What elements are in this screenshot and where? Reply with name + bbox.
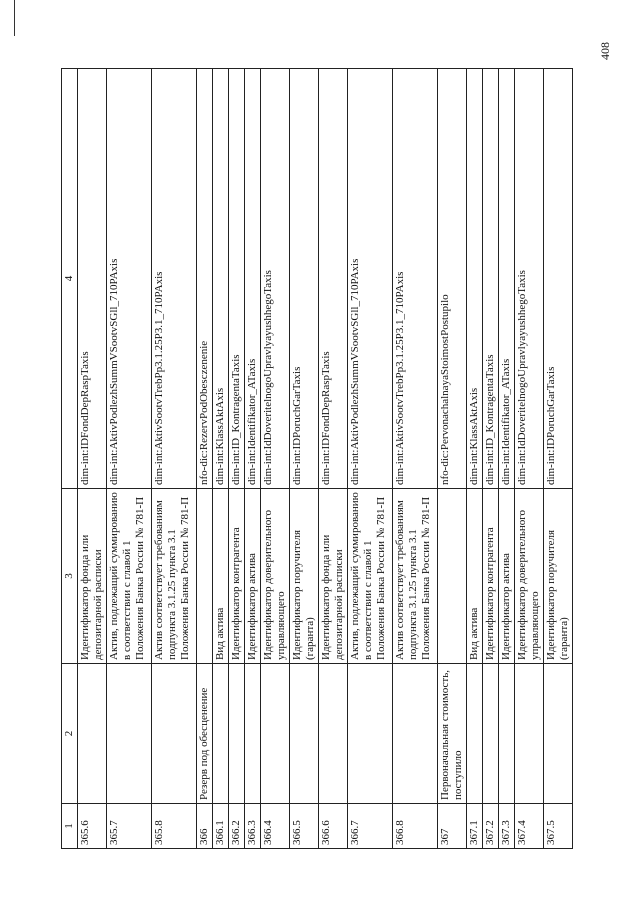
row-element: dim-int:Identifikator_ATaxis — [499, 69, 515, 489]
row-description: Актив соответствует требованиям подпункта 3.1.25 пункта 3.1 Положения Банка России № 781-П — [152, 489, 197, 664]
row-number: 366.1 — [213, 804, 229, 849]
row-description: Идентификатор фонда или депозитарной расписки — [319, 489, 348, 664]
row-number: 367.5 — [544, 804, 573, 849]
row-number: 367.1 — [467, 804, 483, 849]
header-col-1: 1 — [62, 804, 78, 849]
row-number: 367 — [438, 804, 467, 849]
row-description: Идентификатор контрагента — [229, 489, 245, 664]
row-description: Идентификатор актива — [499, 489, 515, 664]
row-name: Резерв под обесценение — [197, 664, 213, 804]
row-number: 366.8 — [393, 804, 438, 849]
row-element: dim-int:KlassAktAxis — [467, 69, 483, 489]
row-number: 365.7 — [107, 804, 152, 849]
row-element: dim-int:KlassAktAxis — [213, 69, 229, 489]
row-description: Актив, подлежащий суммированию в соответствии с главой 1 Положения Банка России № 781-П — [107, 489, 152, 664]
row-name — [152, 664, 197, 804]
row-name — [515, 664, 544, 804]
row-number: 366.2 — [229, 804, 245, 849]
row-element: dim-int:ID_KontragentaTaxis — [483, 69, 499, 489]
row-description: Вид актива — [467, 489, 483, 664]
row-name — [544, 664, 573, 804]
row-element: dim-int:IDFondDepRaspTaxis — [78, 69, 107, 489]
row-element: dim-int:IdDoveritelnogoUpravlyayushhegoTaxis — [515, 69, 544, 489]
table-row — [499, 69, 515, 849]
row-element: dim-int:Identifikator_ATaxis — [245, 69, 261, 489]
row-element: dim-int:AktivPodlezhSummVSootvSGll_710PAxis — [348, 69, 393, 489]
row-element: dim-int:IdDoveritelnogoUpravlyayushhegoTaxis — [261, 69, 290, 489]
row-name — [499, 664, 515, 804]
row-number: 366.4 — [261, 804, 290, 849]
row-description: Идентификатор фонда или депозитарной расписки — [78, 489, 107, 664]
table-body — [78, 69, 573, 849]
row-description: Вид актива — [213, 489, 229, 664]
row-number: 365.8 — [152, 804, 197, 849]
row-name — [290, 664, 319, 804]
table-row — [393, 69, 438, 849]
table-row — [152, 69, 197, 849]
row-name — [107, 664, 152, 804]
rotated-table-wrapper — [61, 69, 591, 849]
row-name — [393, 664, 438, 804]
row-description: Идентификатор доверительного управляющего — [515, 489, 544, 664]
table-row — [438, 69, 467, 849]
row-description — [438, 489, 467, 664]
header-col-2: 2 — [62, 664, 78, 804]
row-number: 367.3 — [499, 804, 515, 849]
table-row — [261, 69, 290, 849]
header-col-4: 4 — [62, 69, 78, 489]
row-name — [483, 664, 499, 804]
table-row — [467, 69, 483, 849]
table-row — [107, 69, 152, 849]
row-name — [213, 664, 229, 804]
page-number: 408 — [598, 42, 612, 60]
row-number: 367.2 — [483, 804, 499, 849]
row-name — [319, 664, 348, 804]
row-name — [229, 664, 245, 804]
table-row — [229, 69, 245, 849]
row-element: dim-int:IDPoruchGarTaxis — [290, 69, 319, 489]
table-row — [319, 69, 348, 849]
row-description: Актив, подлежащий суммированию в соответствии с главой 1 Положения Банка России № 781-П — [348, 489, 393, 664]
table-row — [515, 69, 544, 849]
row-number: 366.7 — [348, 804, 393, 849]
table-row — [197, 69, 213, 849]
row-element: dim-int:AktivPodlezhSummVSootvSGll_710PAxis — [107, 69, 152, 489]
table-row — [245, 69, 261, 849]
row-description: Идентификатор контрагента — [483, 489, 499, 664]
row-number: 366.3 — [245, 804, 261, 849]
row-name — [261, 664, 290, 804]
row-name — [348, 664, 393, 804]
header-row — [62, 69, 78, 849]
row-description: Актив соответствует требованиям подпункта 3.1.25 пункта 3.1 Положения Банка России № 781-П — [393, 489, 438, 664]
row-number: 366 — [197, 804, 213, 849]
binding-line — [14, 0, 15, 36]
table-row — [483, 69, 499, 849]
row-number: 367.4 — [515, 804, 544, 849]
row-element: nfo-dic:PervonachalnayaStoimostPostupilo — [438, 69, 467, 489]
row-element: dim-int:AktivSootvTrebPp3.1.25P3.1_710PAxis — [152, 69, 197, 489]
row-element: dim-int:ID_KontragentaTaxis — [229, 69, 245, 489]
row-element: dim-int:IDPoruchGarTaxis — [544, 69, 573, 489]
row-description: Идентификатор поручителя (гаранта) — [290, 489, 319, 664]
table-row — [213, 69, 229, 849]
row-name: Первоначальная стоимость, поступило — [438, 664, 467, 804]
table-row — [348, 69, 393, 849]
row-description: Идентификатор поручителя (гаранта) — [544, 489, 573, 664]
table-row — [78, 69, 107, 849]
row-number: 366.5 — [290, 804, 319, 849]
row-element: dim-int:AktivSootvTrebPp3.1.25P3.1_710PAxis — [393, 69, 438, 489]
row-name — [467, 664, 483, 804]
row-description: Идентификатор актива — [245, 489, 261, 664]
row-element: nfo-dic:RezervPodObesczenenie — [197, 69, 213, 489]
header-col-3: 3 — [62, 489, 78, 664]
row-description — [197, 489, 213, 664]
row-element: dim-int:IDFondDepRaspTaxis — [319, 69, 348, 489]
row-description: Идентификатор доверительного управляющего — [261, 489, 290, 664]
row-number: 366.6 — [319, 804, 348, 849]
table-row — [290, 69, 319, 849]
element-table — [61, 68, 573, 849]
table-row — [544, 69, 573, 849]
row-name — [245, 664, 261, 804]
row-number: 365.6 — [78, 804, 107, 849]
row-name — [78, 664, 107, 804]
